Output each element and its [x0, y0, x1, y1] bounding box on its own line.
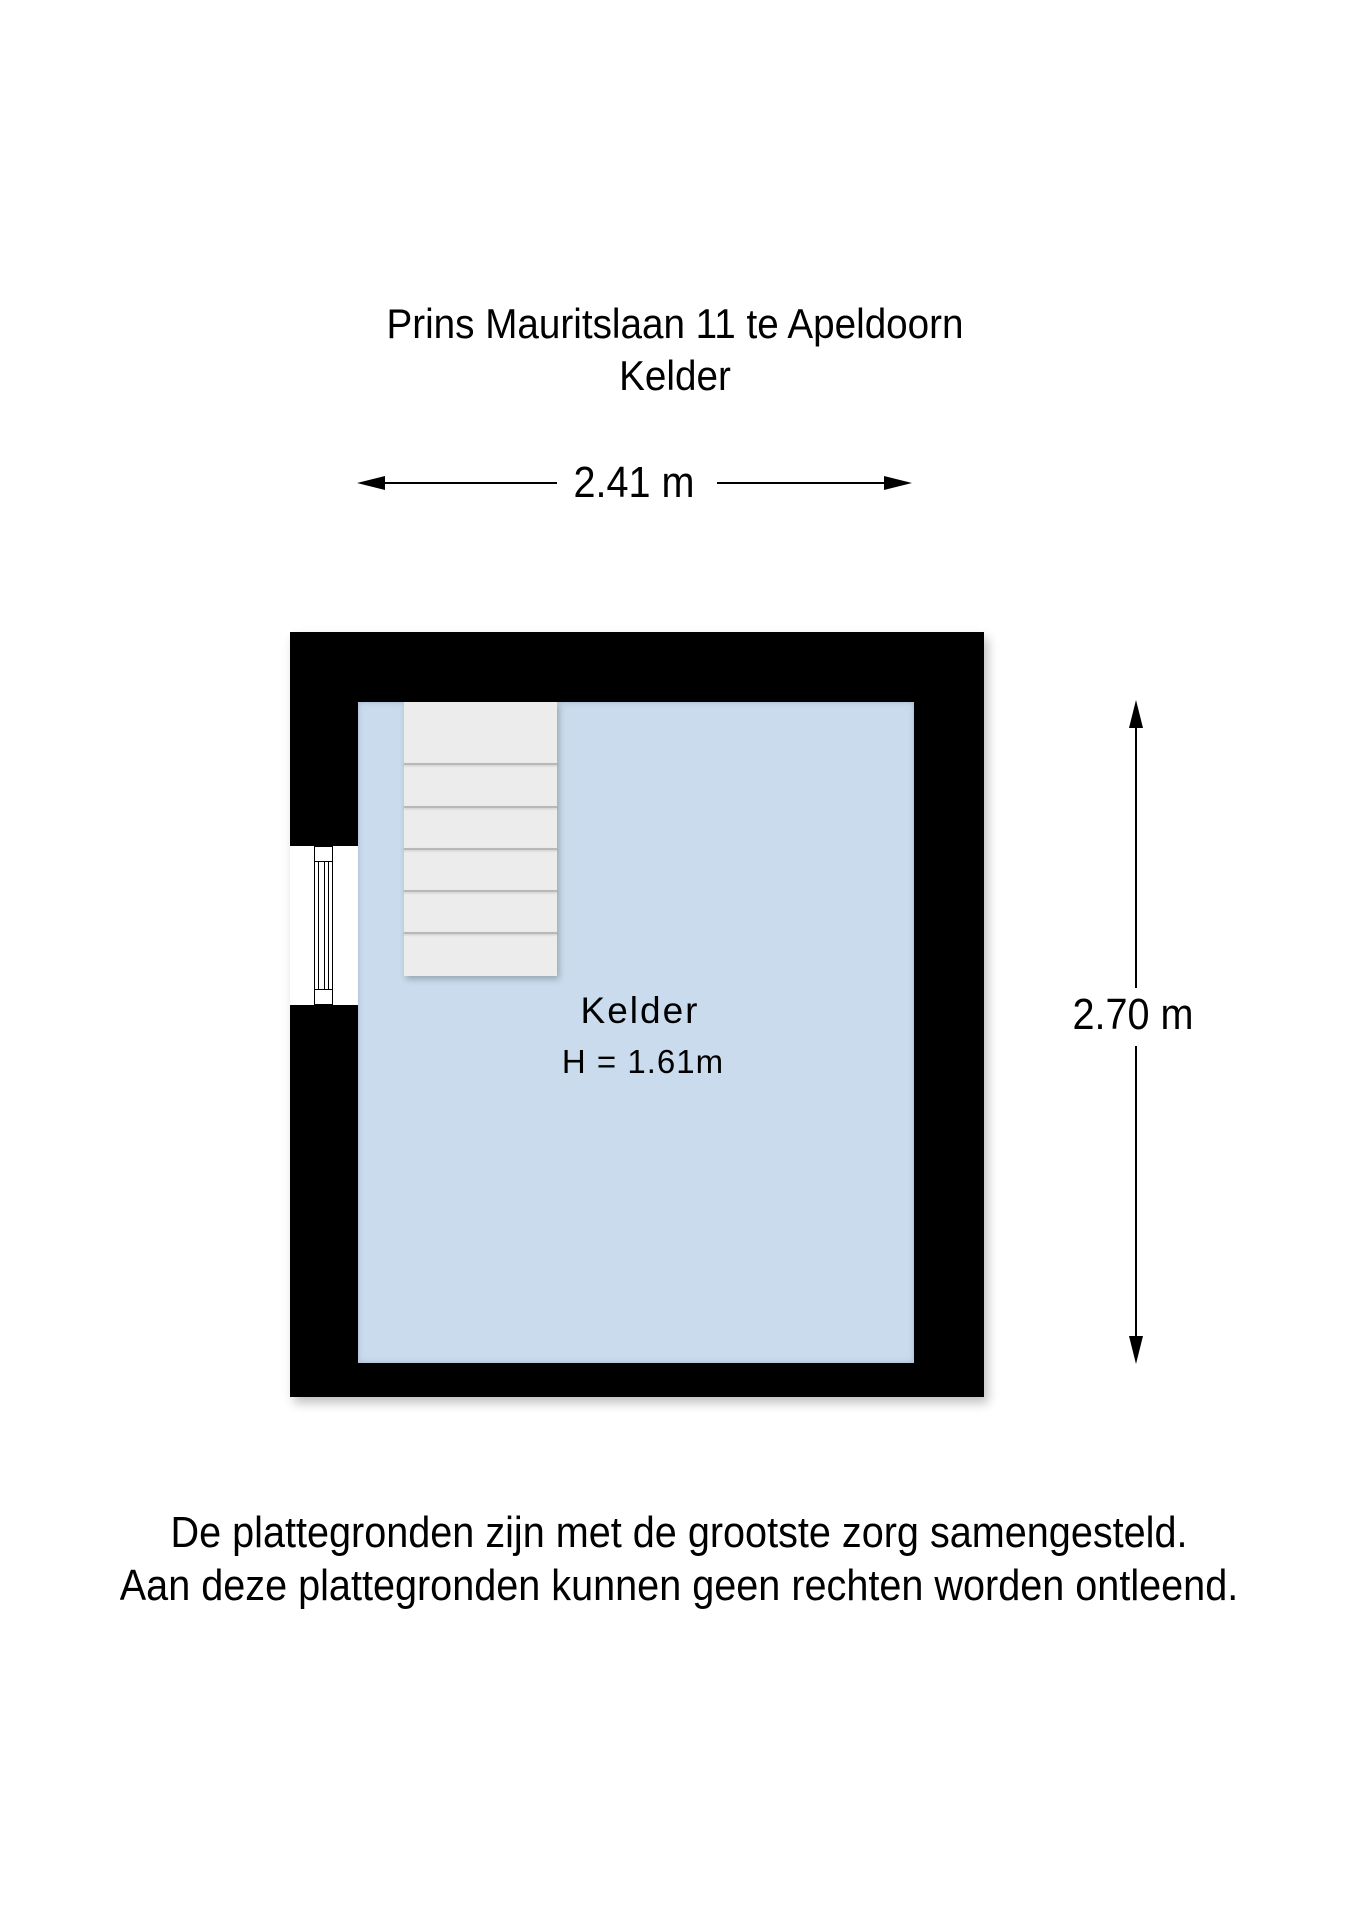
- disclaimer-line-1: De plattegronden zijn met de grootste zorg samengesteld.: [170, 1508, 1188, 1557]
- stair-step: [404, 932, 557, 934]
- dimension-line-left: [377, 482, 557, 484]
- arrow-right-icon: [884, 473, 914, 493]
- depth-label: 2.70 m: [1072, 990, 1194, 1039]
- stair-step: [404, 890, 557, 892]
- address-title: Prins Mauritslaan 11 te Apeldoorn: [386, 300, 964, 347]
- floor-title: Kelder: [619, 352, 731, 399]
- window-icon: [314, 846, 333, 1005]
- stair-step: [404, 848, 557, 850]
- width-dimension: [357, 458, 912, 508]
- stair-step: [404, 763, 557, 765]
- room-name-label: Kelder: [580, 990, 700, 1031]
- disclaimer-line-2: Aan deze plattegronden kunnen geen rechten worden ontleend.: [119, 1561, 1239, 1610]
- dimension-line-bottom: [1135, 1046, 1137, 1346]
- dimension-line-right: [717, 482, 897, 484]
- stair-step: [404, 806, 557, 808]
- dimension-line-top: [1135, 720, 1137, 988]
- room-height-label: H = 1.61m: [561, 1043, 725, 1080]
- width-label: 2.41 m: [573, 458, 695, 507]
- arrow-down-icon: [1126, 1336, 1146, 1366]
- staircase: [404, 702, 557, 976]
